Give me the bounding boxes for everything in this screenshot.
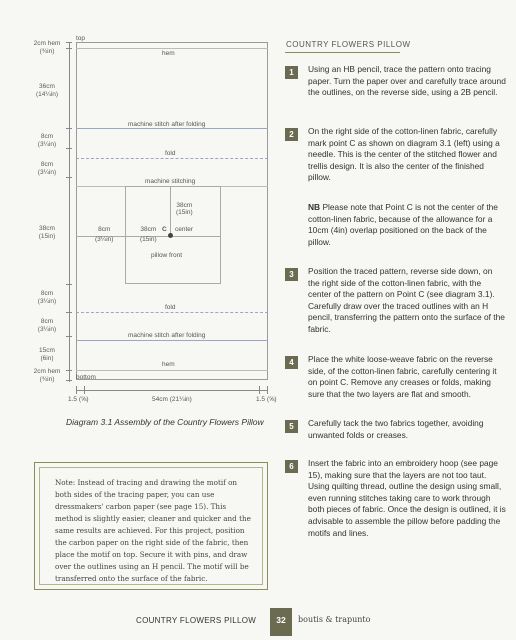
tick xyxy=(66,128,72,129)
step-3-number: 3 xyxy=(285,268,298,281)
hem-bottom-label: hem xyxy=(162,361,175,368)
tick xyxy=(66,42,72,43)
machine-stitching-label: machine stitching xyxy=(145,178,196,185)
tick xyxy=(66,148,72,149)
tick xyxy=(66,336,72,337)
hem-top-label: hem xyxy=(162,50,175,57)
dim-label: 8cm (3¼in) xyxy=(37,133,57,148)
point-c-label: C xyxy=(162,226,167,233)
tick xyxy=(66,380,72,381)
tick xyxy=(66,370,72,371)
bottom-right-dim: 1.5 (⅝) xyxy=(256,396,277,403)
inner-vertical-dim: 38cm (15in) xyxy=(176,202,193,216)
page-header-title: COUNTRY FLOWERS PILLOW xyxy=(286,40,411,49)
fold-line-top xyxy=(76,158,268,159)
tick xyxy=(84,386,85,394)
center-vertical-line xyxy=(170,186,171,236)
side-dim: 8cm (3¼in) xyxy=(95,226,114,243)
dim-label: 8cm (3¼in) xyxy=(37,318,57,333)
tick xyxy=(259,386,260,394)
bottom-mid-dim: 54cm (21¼in) xyxy=(152,396,192,403)
footer-page-number: 32 xyxy=(270,608,292,636)
nb-paragraph: NB Please note that Point C is not the center of the cotton-linen fabric, because of the allowance for a 10cm (4in) overlap positioned on the back of the pillow. xyxy=(308,202,498,247)
dim-label: 8cm (3¼in) xyxy=(37,161,57,176)
dim-label: 2cm hem (¾in) xyxy=(33,368,61,383)
dim-label: 8cm (3¼in) xyxy=(37,290,57,305)
note-text: Note: Instead of tracing and drawing the motif on both sides of the tracing paper, you can use dressmakers' carbon paper (see page 15). This method is slightly easier, cleaner and quicker and the same results are achieved. For this project, position the carbon paper on the right side of the fabric, then place the motif on top. Secure it with pins, and draw over the outlines using an H pencil. The motif will be transferred onto the surface of the fabric. xyxy=(55,478,251,583)
fold-line-bottom xyxy=(76,312,268,313)
step-2-number: 2 xyxy=(285,128,298,141)
step-1-number: 1 xyxy=(285,66,298,79)
center-label: center xyxy=(175,226,194,233)
step-5-number: 5 xyxy=(285,420,298,433)
top-label: top xyxy=(76,35,86,42)
dim-label: 36cm (14¼in) xyxy=(35,83,59,98)
inner-horizontal-dim: 38cm (15in) xyxy=(140,226,157,243)
bottom-left-dim: 1.5 (⅝) xyxy=(68,396,89,403)
horizontal-dimension-line xyxy=(76,390,268,391)
dim-label: 38cm (15in) xyxy=(38,225,56,240)
bottom-label: bottom xyxy=(76,374,96,381)
tick xyxy=(66,48,72,49)
step-1-text: Using an HB pencil, trace the pattern onto tracing paper. Turn the paper over and carefully trace around the outlines, on the reverse side, using a 2B pencil. xyxy=(308,64,506,98)
tick xyxy=(66,284,72,285)
step-4-text: Place the white loose-weave fabric on the reverse side, of the cotton-linen fabric, carefully centering it on point C. Remove any creases or folds, making sure that the two layers are flat and smooth. xyxy=(308,354,497,399)
footer-right-title: boutis & trapunto xyxy=(298,615,371,624)
dim-label: 15cm (6in) xyxy=(39,347,55,362)
vertical-dimension-line xyxy=(69,42,70,382)
dim-label: 2cm hem (¾in) xyxy=(33,40,61,55)
stitch-top-label: machine stitch after folding xyxy=(128,121,206,128)
fold-bottom-label: fold xyxy=(165,304,176,311)
diagram-caption: Diagram 3.1 Assembly of the Country Flowers Pillow xyxy=(66,417,264,427)
step-6-text: Insert the fabric into an embroidery hoop (see page 15), making sure that the layers are not too taut. Using quilting thread, outline the design using small, even running stitches taking care to work through both pieces of fabric. Once the design is outlined, it is advisable to assemble the pillow before padding the motifs and lines. xyxy=(308,458,506,538)
fold-top-label: fold xyxy=(165,150,176,157)
tick xyxy=(66,177,72,178)
step-6-number: 6 xyxy=(285,460,298,473)
footer-left-title: COUNTRY FLOWERS PILLOW xyxy=(136,616,257,625)
tick xyxy=(267,386,268,394)
hem-line-top xyxy=(76,48,268,49)
header-rule xyxy=(285,52,400,53)
step-4-number: 4 xyxy=(285,356,298,369)
hem-line-bottom xyxy=(76,370,268,371)
tick xyxy=(76,386,77,394)
note-box xyxy=(34,462,268,590)
step-5-text: Carefully tack the two fabrics together, avoiding unwanted folds or creases. xyxy=(308,418,484,440)
stitch-line-bottom xyxy=(76,340,268,341)
step-3-text: Position the traced pattern, reverse side down, on the right side of the cotton-linen fabric, with the center of the pattern on Point C (see diagram 3.1). Carefully draw over the traced outlines with an H pencil, transferring the pattern onto the surface of the fabric. xyxy=(308,266,505,334)
stitch-line-top xyxy=(76,128,268,129)
pillow-front-label: pillow front xyxy=(151,252,183,259)
step-2-text: On the right side of the cotton-linen fabric, carefully mark point C as shown on diagram 3.1 (left) using a needle. This is the center of the stitched flower and trellis design. It is also the center of the finished pillow. xyxy=(308,126,500,183)
stitch-bottom-label: machine stitch after folding xyxy=(128,332,206,339)
point-c-dot xyxy=(168,233,173,238)
tick xyxy=(66,312,72,313)
